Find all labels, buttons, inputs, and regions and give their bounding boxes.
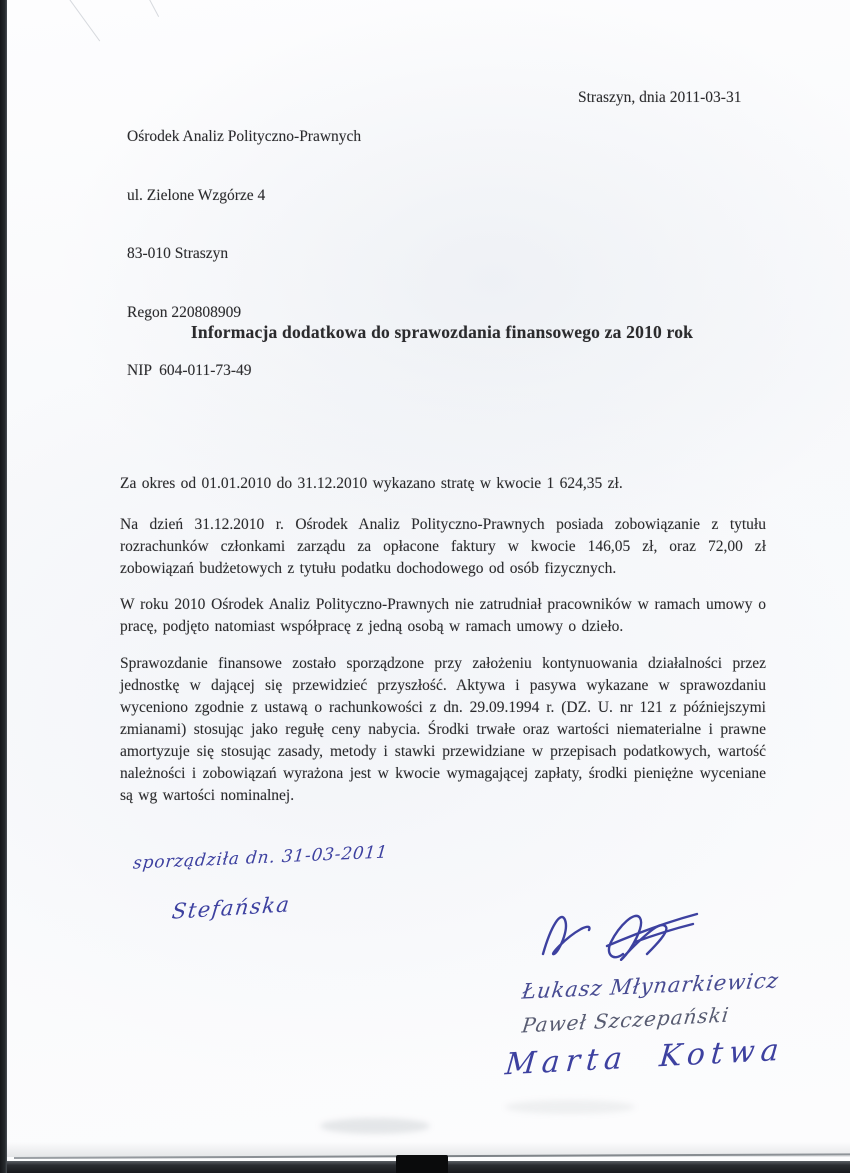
signature-marta-kotwa: Marta Kotwa (503, 1032, 787, 1083)
sender-city: 83-010 Straszyn (127, 245, 229, 262)
scanner-edge-notch (396, 1155, 448, 1173)
document-title: Informacja dodatkowa do sprawozdania finansowego za 2010 rok (190, 322, 694, 342)
paragraph-loss-statement: Za okres od 01.01.2010 do 31.12.2010 wykazano stratę w kwocie 1 624,35 zł. (120, 475, 623, 492)
sender-regon: Regon 220808909 (127, 303, 242, 321)
handwritten-prepared-note: sporządziła dn. 31-03-2011 (132, 842, 389, 874)
sender-address-block (127, 88, 361, 420)
scan-smudge (320, 1118, 430, 1134)
paragraph-employment: W roku 2010 Ośrodek Analiz Polityczno-Prawnych nie zatrudniał pracowników w ramach umowy o pracę, podjęto natomiast współpracę z jedną osobą w ramach umowy o dzieło. (120, 596, 766, 635)
signature-pawel-szczepanski: Paweł Szczepański (520, 1002, 731, 1038)
signature-lukasz-mlynarkiewicz: Łukasz Młynarkiewicz (520, 968, 781, 1004)
paragraph-liabilities: Na dzień 31.12.2010 r. Ośrodek Analiz Polityczno-Prawnych posiada zobowiązanie z tytułu rozrachunków członkami zarządu za opłacone faktury w kwocie 146,05 zł, oraz 72,00 zł zobowiązań budżetowych z tytułu podatku dochodowego od osób fizycznych. (120, 516, 766, 577)
place-and-date: Straszyn, dnia 2011-03-31 (578, 89, 742, 106)
signature-stefanska: Stefańska (170, 892, 292, 924)
paper-crease (148, 0, 159, 17)
scanner-edge-left (0, 0, 7, 1173)
signature-illegible (535, 902, 720, 972)
sender-nip: NIP 604-011-73-49 (127, 362, 252, 379)
sender-name: Ośrodek Analiz Polityczno-Prawnych (127, 128, 362, 145)
paragraph-accounting-policy: Sprawozdanie finansowe zostało sporządzone przy założeniu kontynuowania działalności przez jednostkę w dającej się przewidzieć przyszłość. Aktywa i pasywa wykazane w sprawozdaniu wyceniono zgodnie z ustawą o rachunkowości z dn. 29.09.1994 r. (DZ. U. nr 121 z późniejszymi zmianami) stosując jako regułę ceny nabycia. Środki trwałe oraz wartości niematerialne i prawne amortyzuje się stosując zasady, metody i stawki przewidziane w przepisach podatkowych, wartość należności i zobowiązań wyrażona jest w kwocie wymagającej zapłaty, środki pieniężne wyceniane są wg wartości nominalnej. (120, 655, 766, 804)
paper-crease (69, 0, 100, 41)
scan-smudge (505, 1100, 635, 1114)
sender-street: ul. Zielone Wzgórze 4 (127, 186, 266, 204)
